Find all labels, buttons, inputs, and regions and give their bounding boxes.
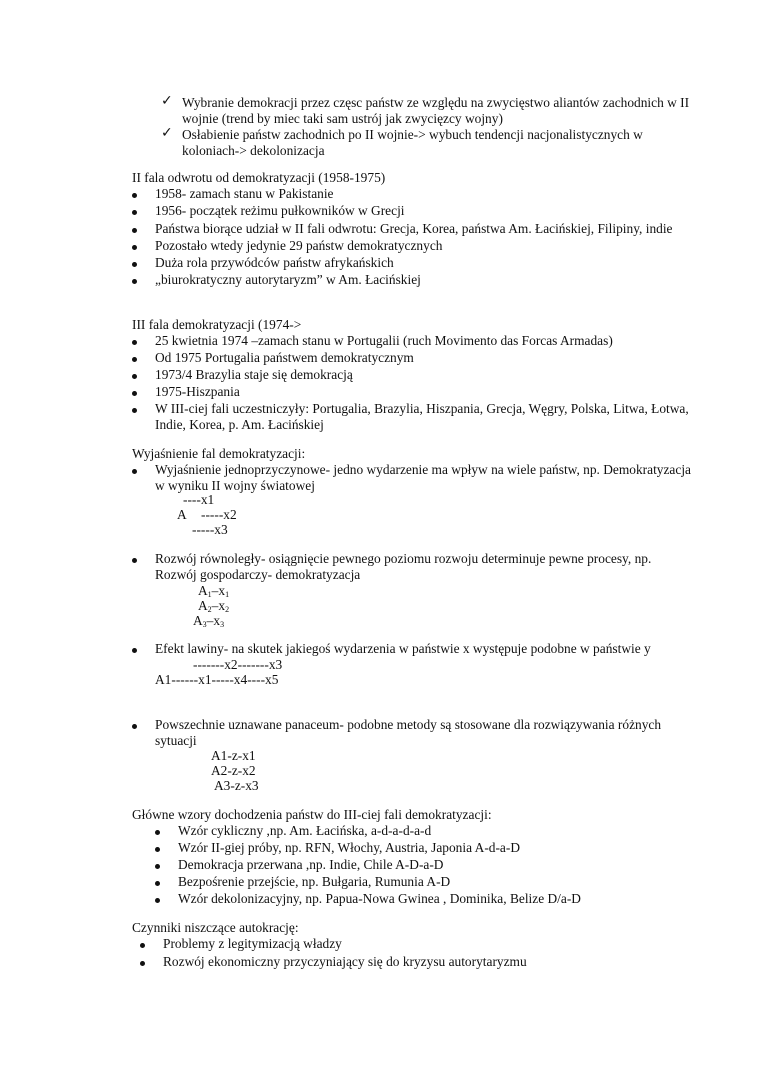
list-item: 1975-Hiszpania <box>155 384 240 399</box>
bullet-dot-icon <box>155 830 160 835</box>
list-item: Rozwój równoległy- osiągnięcie pewnego poziomu rozwoju determinuje pewne procesy, np. <box>155 551 652 566</box>
check-item-1-line-1: Wybranie demokracji przez częsc państw ze względu na zwycięstwo aliantów zachodnich w II <box>182 95 690 110</box>
list-item-continuation: w wyniku II wojny światowej <box>155 478 315 493</box>
bullet-dot-icon <box>132 391 137 396</box>
bullet-dot-icon <box>132 408 137 413</box>
list-item: Duża rola przywódców państw afrykańskich <box>155 255 394 270</box>
diagram-line: $A_2-x_2$ <box>198 598 230 614</box>
bullet-dot-icon <box>155 847 160 852</box>
bullet-dot-icon <box>132 228 137 233</box>
list-item-continuation: sytuacji <box>155 733 197 748</box>
bullet-dot-icon <box>132 357 137 362</box>
diagram-line: $A_3-x_3$ <box>193 613 225 629</box>
bullet-dot-icon <box>155 881 160 886</box>
list-item: Powszechnie uznawane panaceum- podobne metody są stosowane dla rozwiązywania różnych <box>155 717 662 732</box>
bullet-dot-icon <box>132 279 137 284</box>
list-item: Efekt lawiny- na skutek jakiegoś wydarzenia w państwie x występuje podobne w państwie y <box>155 641 651 656</box>
bullet-dot-icon <box>132 374 137 379</box>
diagram-line: A3-z-x3 <box>214 778 259 793</box>
list-item: Demokracja przerwana ,np. Indie, Chile A-D-a-D <box>178 857 444 872</box>
bullet-dot-icon <box>132 193 137 198</box>
diagram-line: -----x2 <box>201 507 237 522</box>
section-heading: II fala odwrotu od demokratyzacji (1958-1975) <box>132 170 386 185</box>
check-item-2-line-2: koloniach-> dekolonizacja <box>182 143 325 158</box>
list-item: Państwa biorące udział w II fali odwrotu: Grecja, Korea, państwa Am. Łacińskiej, Filipiny, indie <box>155 221 673 236</box>
list-item: Wzór dekolonizacyjny, np. Papua-Nowa Gwinea , Dominika, Belize D/a-D <box>178 891 581 906</box>
section-heading: III fala demokratyzacji (1974-> <box>132 317 302 332</box>
diagram-line: -----x3 <box>192 522 228 537</box>
bullet-dot-icon <box>132 469 137 474</box>
section-heading: Czynniki niszczące autokrację: <box>132 920 299 935</box>
list-item: Wyjaśnienie jednoprzyczynowe- jedno wydarzenie ma wpływ na wiele państw, np. Demokratyzacja <box>155 462 691 477</box>
list-item: „biurokratyczny autorytaryzm” w Am. Łacińskiej <box>155 272 421 287</box>
bullet-dot-icon <box>155 898 160 903</box>
list-item: W III-ciej fali uczestniczyły: Portugalia, Brazylia, Hiszpania, Grecja, Węgry, Polska, Litwa, Łotwa, <box>155 401 689 416</box>
bullet-dot-icon <box>132 245 137 250</box>
bullet-dot-icon <box>132 262 137 267</box>
list-item: Wzór cykliczny ,np. Am. Łacińska, a-d-a-d-a-d <box>178 823 432 838</box>
list-item-continuation: Rozwój gospodarczy- demokratyzacja <box>155 567 361 582</box>
list-item: Problemy z legitymizacją władzy <box>163 936 342 951</box>
diagram-line: ----x1 <box>183 492 215 507</box>
diagram-line: A <box>177 507 187 522</box>
section-heading: Wyjaśnienie fal demokratyzacji: <box>132 446 306 461</box>
list-item: 1956- początek reżimu pułkowników w Grecji <box>155 203 405 218</box>
list-item: Wzór II-giej próby, np. RFN, Włochy, Austria, Japonia A-d-a-D <box>178 840 521 855</box>
diagram-line: A1------x1-----x4----x5 <box>155 672 279 687</box>
bullet-dot-icon <box>140 961 145 966</box>
list-item: 1958- zamach stanu w Pakistanie <box>155 186 334 201</box>
bullet-dot-icon <box>155 864 160 869</box>
list-item-continuation: Indie, Korea, p. Am. Łacińskiej <box>155 417 324 432</box>
list-item: 25 kwietnia 1974 –zamach stanu w Portugalii (ruch Movimento das Forcas Armadas) <box>155 333 613 348</box>
bullet-dot-icon <box>132 648 137 653</box>
diagram-line: A1-z-x1 <box>211 748 256 763</box>
list-item: Pozostało wtedy jedynie 29 państw demokratycznych <box>155 238 443 253</box>
check-mark-icon: ✓ <box>161 125 173 141</box>
bullet-dot-icon <box>140 943 145 948</box>
check-item-1-line-2: wojnie (trend by miec taki sam ustrój jak zwycięzcy wojny) <box>182 111 503 126</box>
bullet-dot-icon <box>132 210 137 215</box>
diagram-line: A2-z-x2 <box>211 763 256 778</box>
check-mark-icon: ✓ <box>161 93 173 109</box>
list-item: 1973/4 Brazylia staje się demokracją <box>155 367 353 382</box>
check-item-2-line-1: Osłabienie państw zachodnich po II wojnie-> wybuch tendencji nacjonalistycznych w <box>182 127 643 142</box>
list-item: Rozwój ekonomiczny przyczyniający się do kryzysu autorytaryzmu <box>163 954 527 969</box>
section-heading: Główne wzory dochodzenia państw do III-ciej fali demokratyzacji: <box>132 807 492 822</box>
bullet-dot-icon <box>132 724 137 729</box>
list-item: Od 1975 Portugalia państwem demokratycznym <box>155 350 414 365</box>
diagram-line: -------x2-------x3 <box>193 657 283 672</box>
list-item: Bezpośrenie przejście, np. Bułgaria, Rumunia A-D <box>178 874 451 889</box>
bullet-dot-icon <box>132 558 137 563</box>
bullet-dot-icon <box>132 340 137 345</box>
diagram-line: $A_1-x_1$ <box>198 583 230 599</box>
